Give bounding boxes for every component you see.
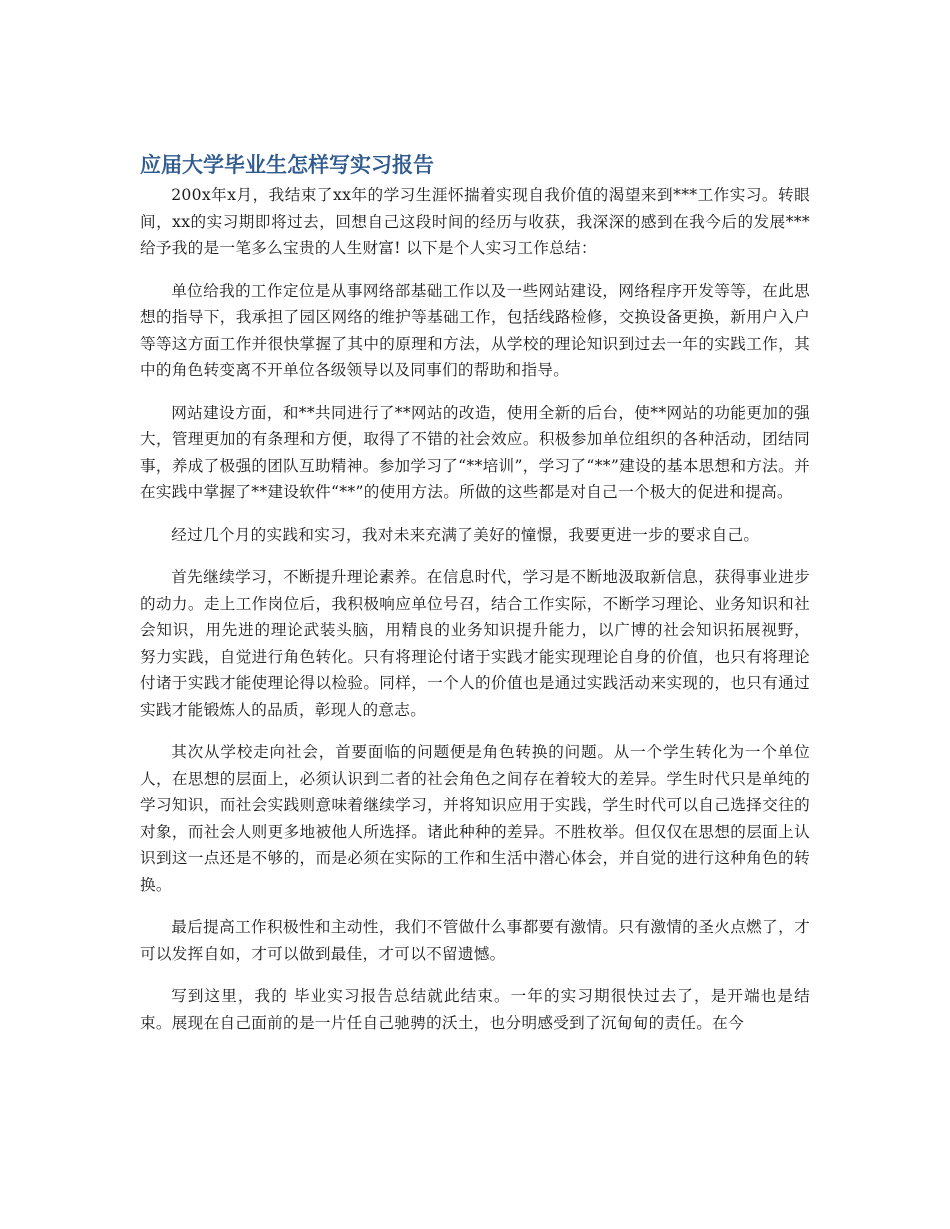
- document-body: [140, 182, 810, 1052]
- paragraph: 最后提高工作积极性和主动性，我们不管做什么事都要有激情。只有激情的圣火点燃了，才可以发挥自如，才可以做到最佳，才可以不留遗憾。: [140, 918, 810, 963]
- paragraph: 其次从学校走向社会，首要面临的问题便是角色转换的问题。从一个学生转化为一个单位人，在思想的层面上，必须认识到二者的社会角色之间存在着较大的差异。学生时代只是单纯的学习知识，而社会实践则意味着继续学习，并将知识应用于实践，学生时代可以自己选择交往的对象，而社会人则更多地被他人所选择。诸此种种的差异。不胜枚举。但仅仅在思想的层面上认识到这一点还是不够的，而是必须在实际的工作和生活中潜心体会，并自觉的进行这种角色的转换。: [140, 743, 810, 894]
- paragraph: 首先继续学习，不断提升理论素养。在信息时代，学习是不断地汲取新信息，获得事业进步的动力。走上工作岗位后，我积极响应单位号召，结合工作实际，不断学习理论、业务知识和社会知识，用先进的理论武装头脑，用精良的业务知识提升能力，以广博的社会知识拓展视野， 努力实践，自觉进行角色转化。只有将理论付诸于实践才能实现理论自身的价值，也只有将理论付诸于实践才能使理论得以检验。同样，一个人的价值也是通过实践活动来实现的，也只有通过实践才能锻炼人的品质，彰现人的意志。: [140, 568, 810, 719]
- paragraph: 200x年x月，我结束了xx年的学习生涯怀揣着实现自我价值的渴望来到***工作实习。转眼间，xx的实习期即将过去，回想自己这段时间的经历与收获，我深深的感到在我今后的发展***给予我的是一笔多么宝贵的人生财富! 以下是个人实习工作总结：: [140, 186, 810, 257]
- document-title: 应届大学毕业生怎样写实习报告: [140, 153, 434, 177]
- paragraph: 写到这里，我的 毕业实习报告总结就此结束。一年的实习期很快过去了，是开端也是结束。展现在自己面前的是一片任自己驰骋的沃土，也分明感受到了沉甸甸的责任。在今: [140, 987, 810, 1032]
- paragraph: 单位给我的工作定位是从事网络部基础工作以及一些网站建设，网络程序开发等等，在此思想的指导下，我承担了园区网络的维护等基础工作，包括线路检修，交换设备更换，新用户入户等等这方面工作并很快掌握了其中的原理和方法，从学校的理论知识到过去一年的实践工作，其中的角色转变离不开单位各级领导以及同事们的帮助和指导。: [140, 281, 810, 379]
- paragraph: 网站建设方面，和**共同进行了**网站的改造，使用全新的后台，使**网站的功能更加的强大，管理更加的有条理和方便，取得了不错的社会效应。积极参加单位组织的各种活动，团结同事，养成了极强的团队互助精神。参加学习了“**培训”，学习了“**”建设的基本思想和方法。并在实践中掌握了**建设软件“**”的使用方法。所做的这些都是对自己一个极大的促进和提高。: [140, 403, 810, 501]
- paragraph: 经过几个月的实践和实习，我对未来充满了美好的憧憬，我要更进一步的要求自己。: [171, 525, 760, 544]
